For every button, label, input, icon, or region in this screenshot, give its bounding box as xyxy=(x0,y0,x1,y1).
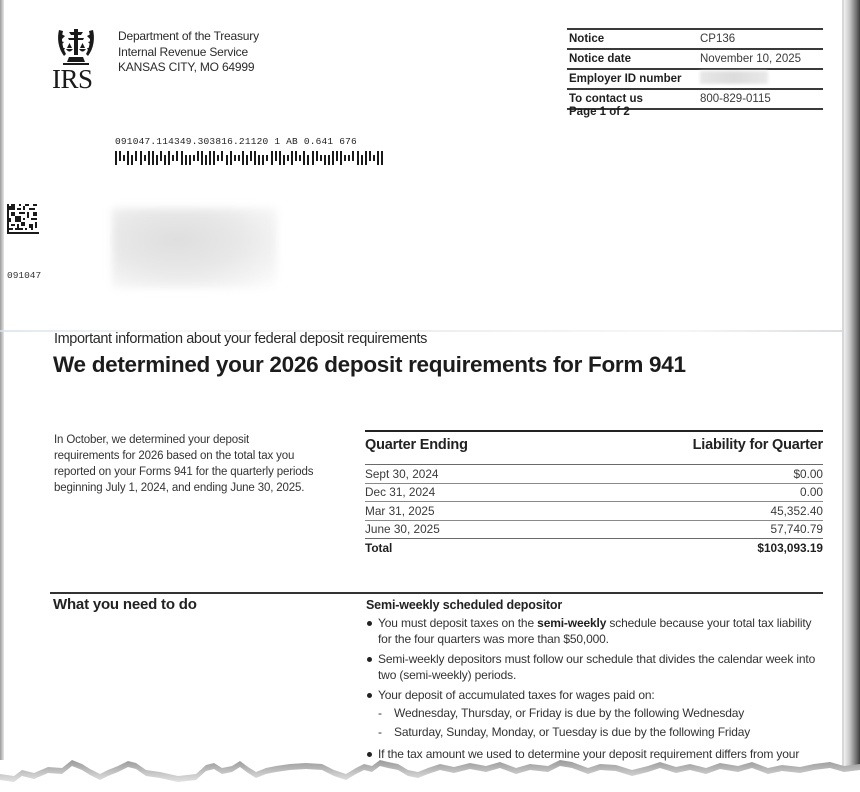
scan-edge-left xyxy=(0,0,4,760)
notice-subtitle: Important information about your federal deposit requirements xyxy=(54,331,427,347)
recipient-address-redacted xyxy=(112,208,277,288)
table-header xyxy=(365,430,823,458)
agency-line: KANSAS CITY, MO 64999 xyxy=(118,60,255,74)
postal-barcode xyxy=(115,151,425,165)
bullet-icon xyxy=(367,621,372,626)
depositor-type-heading: Semi-weekly scheduled depositor xyxy=(366,598,563,612)
table-row xyxy=(365,501,823,520)
liability-header: Liability for Quarter xyxy=(692,437,823,453)
page-indicator: Page 1 of 2 xyxy=(569,106,630,118)
quarter-cell: Sept 30, 2024 xyxy=(365,466,439,481)
due-date-item: - Wednesday, Thursday, or Friday is due by the following Wednesday xyxy=(378,706,745,720)
employer-id-label: Employer ID number xyxy=(569,73,682,85)
document-id: 091047 xyxy=(7,270,42,281)
notice-label: Notice xyxy=(569,33,605,45)
notice-date-value: November 10, 2025 xyxy=(700,53,802,65)
agency-line: Department of the Treasury xyxy=(118,29,259,43)
barcode-number: 091047.114349.303816.21120 1 AB 0.641 676 xyxy=(115,136,357,147)
notice-title: We determined your 2026 deposit requirements for Form 941 xyxy=(53,352,686,377)
agency-line: Internal Revenue Service xyxy=(118,44,248,59)
quarter-cell: Mar 31, 2025 xyxy=(365,503,435,518)
employer-id-row xyxy=(567,68,823,88)
instruction-item: Semi-weekly depositors must follow our schedule that divides the calendar week into two (semi-weekly) periods. xyxy=(366,651,826,684)
total-value: $103,093.19 xyxy=(757,540,823,555)
contact-label: To contact us xyxy=(569,93,643,105)
table-row xyxy=(365,520,823,539)
contact-phone: 800-829-0115 xyxy=(700,93,771,105)
employer-id-redacted xyxy=(700,71,768,84)
scan-edge-right xyxy=(844,0,860,792)
intro-paragraph: In October, we determined your deposit requirements for 2026 based on the total tax you reported on your Forms 941 for the quarterly periods beginning July 1, 2024, and ending June 30, 2025. xyxy=(54,434,314,494)
instruction-item: If the tax amount we used to determine your deposit requirement differs from your xyxy=(366,746,826,763)
table-row xyxy=(365,483,823,502)
depositor-instructions xyxy=(366,597,826,766)
bullet-icon xyxy=(367,693,372,698)
torn-paper-edge xyxy=(0,750,860,792)
irs-logo xyxy=(52,26,100,94)
irs-wordmark: IRS xyxy=(52,64,93,94)
table-row xyxy=(365,464,823,483)
liability-cell: 45,352.40 xyxy=(770,503,823,518)
liability-table xyxy=(365,430,823,557)
notice-date-label: Notice date xyxy=(569,53,631,65)
irs-eagle-icon xyxy=(55,26,97,66)
datamatrix-code-icon xyxy=(7,204,39,234)
instruction-list xyxy=(366,615,826,763)
liability-cell: 57,740.79 xyxy=(770,522,823,537)
quarter-ending-header: Quarter Ending xyxy=(365,437,468,453)
due-date-item: - Saturday, Sunday, Monday, or Tuesday is due by the following Friday xyxy=(378,724,751,739)
instruction-item: You must deposit taxes on the semi-weekly schedule because your total tax liability for the four quarters was more than $50,000. xyxy=(366,615,826,648)
liability-cell: 0.00 xyxy=(800,485,823,500)
what-to-do-heading: What you need to do xyxy=(53,596,197,613)
schedule-emphasis: semi-weekly xyxy=(537,615,607,630)
instruction-item: Your deposit of accumulated taxes for wages paid on: - Wednesday, Thursday, or Friday is due by the following Wednesday - Saturday, Sunday, Monday, or Tuesday is due by the following Friday xyxy=(366,687,826,741)
agency-address xyxy=(118,29,259,76)
notice-value: CP136 xyxy=(700,33,736,45)
due-date-sublist xyxy=(378,705,826,740)
liability-cell: $0.00 xyxy=(793,466,823,481)
quarter-cell: Dec 31, 2024 xyxy=(365,485,436,500)
notice-row xyxy=(567,28,823,48)
section-divider xyxy=(50,592,823,594)
notice-info-table xyxy=(567,28,823,110)
quarter-cell: June 30, 2025 xyxy=(365,522,440,537)
notice-date-row xyxy=(567,48,823,68)
bullet-icon xyxy=(367,657,372,662)
total-label: Total xyxy=(365,540,393,555)
total-row xyxy=(365,538,823,557)
